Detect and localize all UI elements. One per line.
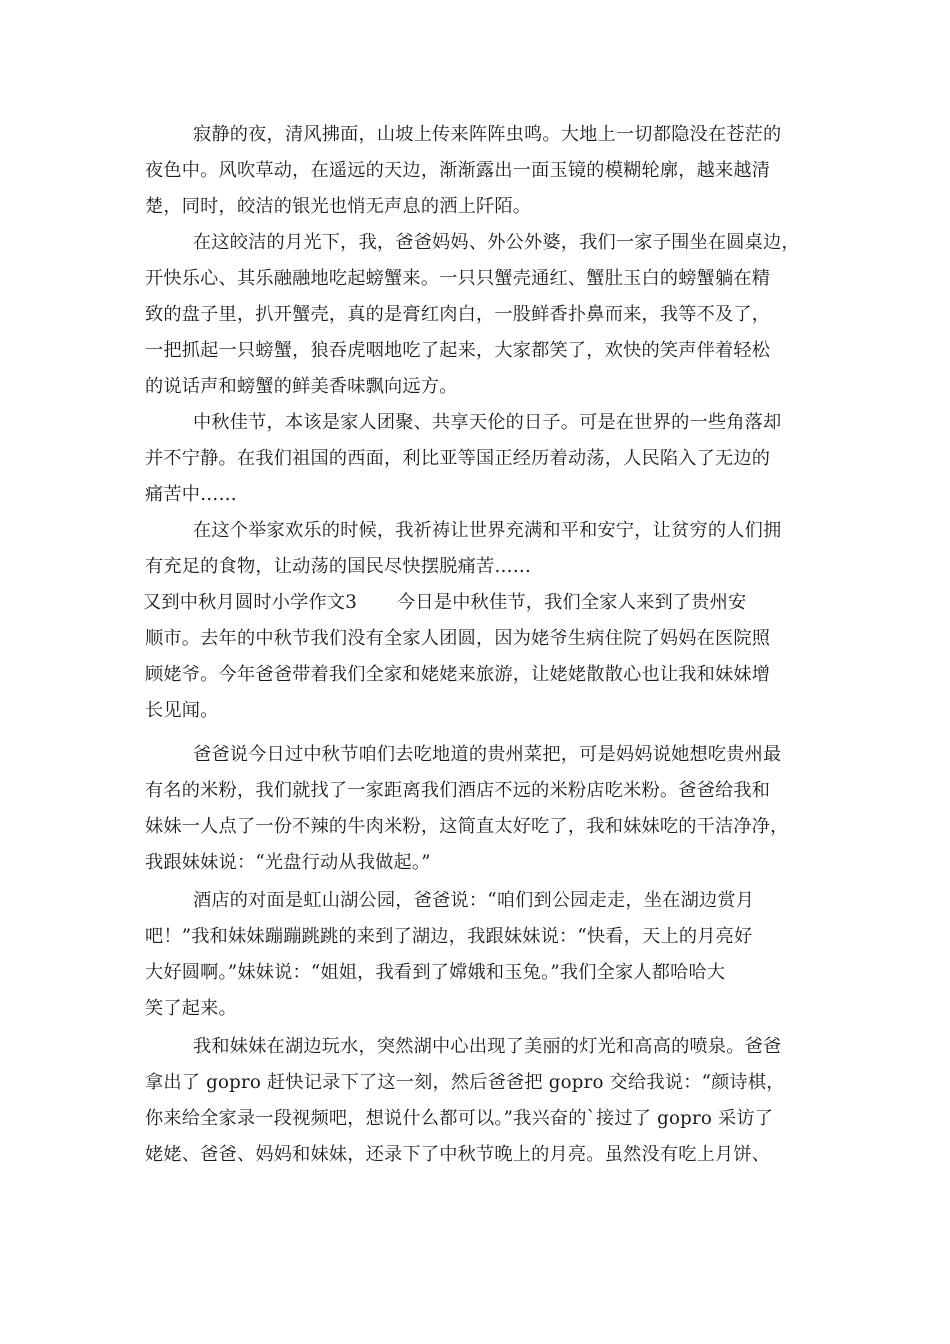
- text-line: 爸爸说今日过中秋节咱们去吃地道的贵州菜把，可是妈妈说她想吃贵州最: [193, 744, 782, 765]
- text-line: 大好圆啊。”妹妹说：“姐姐，我看到了嫦娥和玉兔。”我们全家人都哈哈大: [145, 962, 726, 983]
- text-line: 楚，同时，皎洁的银光也悄无声息的洒上阡陌。: [145, 196, 532, 217]
- text-line: 致的盘子里，扒开蟹壳，真的是膏红肉白，一股鲜香扑鼻而来，我等不及了，: [145, 304, 771, 325]
- text-line: 的说话声和螃蟹的鲜美香味飘向远方。: [145, 376, 458, 397]
- text-line: 顺市。去年的中秋节我们没有全家人团圆，因为姥爷生病住院了妈妈在医院照: [145, 628, 771, 649]
- text-line: 酒店的对面是虹山湖公园，爸爸说：“咱们到公园走走，坐在湖边赏月: [193, 890, 755, 911]
- text-line: 笑了起来。: [145, 998, 237, 1019]
- text-line: 拿出了 gopro 赶快记录下了这一刻，然后爸爸把 gopro 交给我说：“颜诗棋，: [145, 1072, 785, 1093]
- text-line: 并不宁静。在我们祖国的西面，利比亚等国正经历着动荡，人民陷入了无边的: [145, 448, 771, 469]
- section-title: 又到中秋月圆时小学作文3: [143, 592, 358, 613]
- text-line: 长见闻。: [145, 700, 219, 721]
- text-line: 一把抓起一只螃蟹，狼吞虎咽地吃了起来，大家都笑了，欢快的笑声伴着轻松: [145, 340, 771, 361]
- text-line: 在这个举家欢乐的时候，我祈祷让世界充满和平和安宁，让贫穷的人们拥: [193, 520, 782, 541]
- text-line: 中秋佳节，本该是家人团聚、共享天伦的日子。可是在世界的一些角落却: [193, 412, 782, 433]
- text-line: 夜色中。风吹草动，在遥远的天边，渐渐露出一面玉镜的模糊轮廓，越来越清: [145, 160, 771, 181]
- text-line: 吧！”我和妹妹蹦蹦跳跳的来到了湖边，我跟妹妹说：“快看，天上的月亮好: [145, 926, 753, 947]
- text-line: 顾姥爷。今年爸爸带着我们全家和姥姥来旅游，让姥姥散散心也让我和妹妹增: [145, 664, 771, 685]
- text-line: 在这皎洁的月光下，我，爸爸妈妈、外公外婆，我们一家子围坐在圆桌边，: [193, 232, 800, 253]
- text-line: 痛苦中……: [145, 484, 237, 505]
- text-line: 妹妹一人点了一份不辣的牛肉米粉，这简直太好吃了，我和妹妹吃的干洁净净，: [145, 816, 789, 837]
- section-title-line: [143, 588, 746, 618]
- text-line: 今日是中秋佳节，我们全家人来到了贵州安: [397, 592, 747, 613]
- text-line: 姥姥、爸爸、妈妈和妹妹，还录下了中秋节晚上的月亮。虽然没有吃上月饼、: [145, 1144, 771, 1165]
- text-line: 我和妹妹在湖边玩水，突然湖中心出现了美丽的灯光和高高的喷泉。爸爸: [193, 1036, 782, 1057]
- text-line: 有充足的食物，让动荡的国民尽快摆脱痛苦……: [145, 556, 532, 577]
- text-line: 有名的米粉，我们就找了一家距离我们酒店不远的米粉店吃米粉。爸爸给我和: [145, 780, 771, 801]
- text-line: 寂静的夜，清风拂面，山坡上传来阵阵虫鸣。大地上一切都隐没在苍茫的: [193, 124, 782, 145]
- text-line: 开快乐心、其乐融融地吃起螃蟹来。一只只蟹壳通红、蟹肚玉白的螃蟹躺在精: [145, 268, 771, 289]
- text-line: 我跟妹妹说：“光盘行动从我做起。”: [145, 852, 431, 873]
- text-line: 你来给全家录一段视频吧，想说什么都可以。”我兴奋的`接过了 gopro 采访了: [145, 1108, 774, 1129]
